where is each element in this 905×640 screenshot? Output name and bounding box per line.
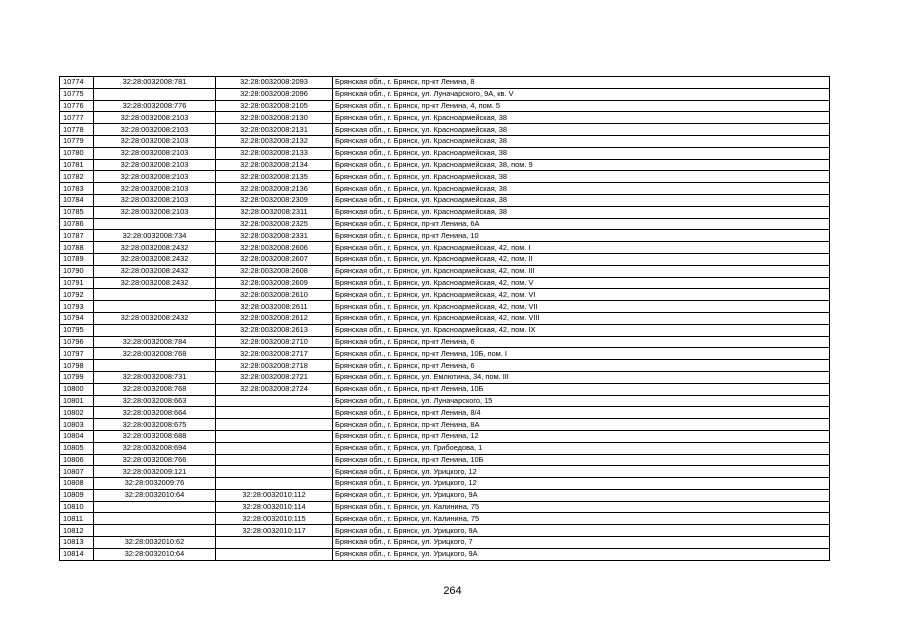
row-number-cell: 10776	[60, 100, 94, 112]
parcel-number-cell: 32:28:0032008:2103	[94, 194, 216, 206]
row-number-cell: 10788	[60, 242, 94, 254]
object-number-cell: 32:28:0032008:2096	[216, 88, 333, 100]
address-cell: Брянская обл., г. Брянск, ул. Красноармейская, 42, пом. IX	[333, 324, 830, 336]
address-cell: Брянская обл., г. Брянск, ул. Калинина, 75	[333, 501, 830, 513]
object-number-cell: 32:28:0032008:2130	[216, 112, 333, 124]
table-row	[60, 230, 830, 242]
row-number-cell: 10809	[60, 489, 94, 501]
address-cell: Брянская обл., г. Брянск, ул. Луначарского, 9А, кв. V	[333, 88, 830, 100]
parcel-number-cell: 32:28:0032010:64	[94, 548, 216, 560]
address-cell: Брянская обл., г. Брянск, пр-кт Ленина, 10Б	[333, 454, 830, 466]
parcel-number-cell: 32:28:0032008:731	[94, 371, 216, 383]
table-row	[60, 124, 830, 136]
object-number-cell: 32:28:0032008:2135	[216, 171, 333, 183]
object-number-cell	[216, 537, 333, 549]
parcel-number-cell: 32:28:0032008:2432	[94, 253, 216, 265]
table-row	[60, 112, 830, 124]
address-cell: Брянская обл., г. Брянск, пр-кт Ленина, 10	[333, 230, 830, 242]
address-cell: Брянская обл., г. Брянск, ул. Красноармейская, 42, пом. VIII	[333, 312, 830, 324]
registry-table	[59, 76, 830, 561]
address-cell: Брянская обл., г. Брянск, ул. Красноармейская, 38, пом. 9	[333, 159, 830, 171]
parcel-number-cell: 32:28:0032008:688	[94, 430, 216, 442]
row-number-cell: 10793	[60, 301, 94, 313]
table-row	[60, 336, 830, 348]
parcel-number-cell: 32:28:0032008:2103	[94, 112, 216, 124]
address-cell: Брянская обл., г. Брянск, ул. Красноармейская, 42, пом. VI	[333, 289, 830, 301]
address-cell: Брянская обл., г. Брянск, ул. Калинина, 75	[333, 513, 830, 525]
parcel-number-cell: 32:28:0032008:2103	[94, 206, 216, 218]
object-number-cell: 32:28:0032008:2612	[216, 312, 333, 324]
parcel-number-cell: 32:28:0032008:2103	[94, 171, 216, 183]
address-cell: Брянская обл., г. Брянск, ул. Урицкого, 12	[333, 466, 830, 478]
table-row	[60, 265, 830, 277]
object-number-cell	[216, 466, 333, 478]
object-number-cell: 32:28:0032008:2613	[216, 324, 333, 336]
parcel-number-cell: 32:28:0032008:664	[94, 407, 216, 419]
parcel-number-cell	[94, 289, 216, 301]
object-number-cell: 32:28:0032008:2133	[216, 147, 333, 159]
table-row	[60, 419, 830, 431]
address-cell: Брянская обл., г. Брянск, ул. Красноармейская, 38	[333, 135, 830, 147]
table-row	[60, 537, 830, 549]
table-row	[60, 466, 830, 478]
table-row	[60, 183, 830, 195]
table-row	[60, 206, 830, 218]
parcel-number-cell: 32:28:0032008:2103	[94, 135, 216, 147]
row-number-cell: 10798	[60, 360, 94, 372]
address-cell: Брянская обл., г. Брянск, ул. Урицкого, 9А	[333, 525, 830, 537]
address-cell: Брянская обл., г. Брянск, пр-кт Ленина, 12	[333, 430, 830, 442]
parcel-number-cell	[94, 513, 216, 525]
row-number-cell: 10796	[60, 336, 94, 348]
table-row	[60, 312, 830, 324]
table-row	[60, 454, 830, 466]
object-number-cell: 32:28:0032008:2606	[216, 242, 333, 254]
object-number-cell: 32:28:0032008:2131	[216, 124, 333, 136]
parcel-number-cell: 32:28:0032009:121	[94, 466, 216, 478]
object-number-cell: 32:28:0032008:2710	[216, 336, 333, 348]
address-cell: Брянская обл., г. Брянск, пр-кт Ленина, 6А	[333, 218, 830, 230]
table-row	[60, 171, 830, 183]
table-row	[60, 194, 830, 206]
parcel-number-cell: 32:28:0032008:2432	[94, 277, 216, 289]
row-number-cell: 10795	[60, 324, 94, 336]
row-number-cell: 10780	[60, 147, 94, 159]
parcel-number-cell: 32:28:0032008:663	[94, 395, 216, 407]
table-row	[60, 147, 830, 159]
address-cell: Брянская обл., г. Брянск, ул. Красноармейская, 38	[333, 124, 830, 136]
table-row	[60, 395, 830, 407]
parcel-number-cell: 32:28:0032008:2103	[94, 159, 216, 171]
address-cell: Брянская обл., г. Брянск, пр-кт Ленина, 10Б	[333, 383, 830, 395]
address-cell: Брянская обл., г. Брянск, ул. Урицкого, 12	[333, 478, 830, 490]
row-number-cell: 10813	[60, 537, 94, 549]
parcel-number-cell: 32:28:0032008:2432	[94, 242, 216, 254]
object-number-cell: 32:28:0032008:2093	[216, 77, 333, 89]
object-number-cell: 32:28:0032008:2607	[216, 253, 333, 265]
registry-table-body	[60, 77, 830, 561]
parcel-number-cell: 32:28:0032009:76	[94, 478, 216, 490]
row-number-cell: 10787	[60, 230, 94, 242]
table-row	[60, 301, 830, 313]
address-cell: Брянская обл., г. Брянск, ул. Грибоедова, 1	[333, 442, 830, 454]
object-number-cell: 32:28:0032008:2608	[216, 265, 333, 277]
address-cell: Брянская обл., г. Брянск, ул. Красноармейская, 38	[333, 206, 830, 218]
row-number-cell: 10784	[60, 194, 94, 206]
row-number-cell: 10783	[60, 183, 94, 195]
object-number-cell: 32:28:0032008:2325	[216, 218, 333, 230]
row-number-cell: 10799	[60, 371, 94, 383]
row-number-cell: 10806	[60, 454, 94, 466]
object-number-cell: 32:28:0032010:115	[216, 513, 333, 525]
parcel-number-cell: 32:28:0032008:776	[94, 100, 216, 112]
object-number-cell	[216, 442, 333, 454]
row-number-cell: 10810	[60, 501, 94, 513]
parcel-number-cell	[94, 301, 216, 313]
row-number-cell: 10782	[60, 171, 94, 183]
row-number-cell: 10789	[60, 253, 94, 265]
table-row	[60, 525, 830, 537]
address-cell: Брянская обл., г. Брянск, пр-кт Ленина, 6	[333, 360, 830, 372]
object-number-cell: 32:28:0032008:2718	[216, 360, 333, 372]
parcel-number-cell: 32:28:0032008:2432	[94, 265, 216, 277]
row-number-cell: 10778	[60, 124, 94, 136]
object-number-cell: 32:28:0032008:2717	[216, 348, 333, 360]
table-row	[60, 430, 830, 442]
row-number-cell: 10808	[60, 478, 94, 490]
parcel-number-cell: 32:28:0032008:768	[94, 348, 216, 360]
row-number-cell: 10774	[60, 77, 94, 89]
address-cell: Брянская обл., г. Брянск, ул. Красноармейская, 42, пом. VII	[333, 301, 830, 313]
parcel-number-cell: 32:28:0032008:781	[94, 77, 216, 89]
row-number-cell: 10794	[60, 312, 94, 324]
row-number-cell: 10785	[60, 206, 94, 218]
row-number-cell: 10803	[60, 419, 94, 431]
row-number-cell: 10786	[60, 218, 94, 230]
object-number-cell: 32:28:0032008:2331	[216, 230, 333, 242]
address-cell: Брянская обл., г. Брянск, пр-кт Ленина, 8А	[333, 419, 830, 431]
table-row	[60, 442, 830, 454]
object-number-cell: 32:28:0032008:2134	[216, 159, 333, 171]
parcel-number-cell: 32:28:0032008:2103	[94, 147, 216, 159]
table-row	[60, 88, 830, 100]
row-number-cell: 10807	[60, 466, 94, 478]
table-row	[60, 407, 830, 419]
address-cell: Брянская обл., г. Брянск, ул. Красноармейская, 38	[333, 147, 830, 159]
address-cell: Брянская обл., г. Брянск, ул. Красноармейская, 38	[333, 194, 830, 206]
row-number-cell: 10790	[60, 265, 94, 277]
object-number-cell	[216, 407, 333, 419]
address-cell: Брянская обл., г. Брянск, пр-кт Ленина, 4, пом. 5	[333, 100, 830, 112]
table-row	[60, 348, 830, 360]
object-number-cell: 32:28:0032010:117	[216, 525, 333, 537]
table-row	[60, 360, 830, 372]
row-number-cell: 10792	[60, 289, 94, 301]
table-row	[60, 478, 830, 490]
address-cell: Брянская обл., г. Брянск, ул. Луначарского, 15	[333, 395, 830, 407]
parcel-number-cell: 32:28:0032010:62	[94, 537, 216, 549]
address-cell: Брянская обл., г. Брянск, ул. Красноармейская, 42, пом. II	[333, 253, 830, 265]
address-cell: Брянская обл., г. Брянск, ул. Красноармейская, 42, пом. I	[333, 242, 830, 254]
table-row	[60, 218, 830, 230]
row-number-cell: 10775	[60, 88, 94, 100]
table-row	[60, 513, 830, 525]
table-row	[60, 100, 830, 112]
table-row	[60, 77, 830, 89]
table-row	[60, 548, 830, 560]
parcel-number-cell: 32:28:0032008:784	[94, 336, 216, 348]
object-number-cell: 32:28:0032008:2136	[216, 183, 333, 195]
object-number-cell: 32:28:0032008:2724	[216, 383, 333, 395]
parcel-number-cell	[94, 218, 216, 230]
object-number-cell: 32:28:0032008:2309	[216, 194, 333, 206]
table-row	[60, 324, 830, 336]
table-row	[60, 371, 830, 383]
object-number-cell	[216, 430, 333, 442]
parcel-number-cell: 32:28:0032008:2103	[94, 183, 216, 195]
object-number-cell	[216, 454, 333, 466]
table-row	[60, 501, 830, 513]
table-row	[60, 489, 830, 501]
address-cell: Брянская обл., г. Брянск, пр-кт Ленина, 8/4	[333, 407, 830, 419]
row-number-cell: 10805	[60, 442, 94, 454]
table-row	[60, 289, 830, 301]
address-cell: Брянская обл., г. Брянск, ул. Урицкого, 9А	[333, 548, 830, 560]
parcel-number-cell	[94, 88, 216, 100]
address-cell: Брянская обл., г. Брянск, ул. Красноармейская, 38	[333, 112, 830, 124]
address-cell: Брянская обл., г. Брянск, ул. Емлютина, 34, пом. III	[333, 371, 830, 383]
address-cell: Брянская обл., г. Брянск, ул. Красноармейская, 38	[333, 171, 830, 183]
object-number-cell	[216, 419, 333, 431]
object-number-cell: 32:28:0032008:2610	[216, 289, 333, 301]
parcel-number-cell	[94, 360, 216, 372]
object-number-cell: 32:28:0032008:2132	[216, 135, 333, 147]
row-number-cell: 10777	[60, 112, 94, 124]
address-cell: Брянская обл., г. Брянск, пр-кт Ленина, 8	[333, 77, 830, 89]
row-number-cell: 10797	[60, 348, 94, 360]
row-number-cell: 10814	[60, 548, 94, 560]
row-number-cell: 10812	[60, 525, 94, 537]
object-number-cell: 32:28:0032008:2609	[216, 277, 333, 289]
parcel-number-cell: 32:28:0032008:675	[94, 419, 216, 431]
address-cell: Брянская обл., г. Брянск, пр-кт Ленина, 6	[333, 336, 830, 348]
parcel-number-cell: 32:28:0032008:734	[94, 230, 216, 242]
table-row	[60, 277, 830, 289]
parcel-number-cell	[94, 525, 216, 537]
parcel-number-cell: 32:28:0032008:766	[94, 454, 216, 466]
row-number-cell: 10804	[60, 430, 94, 442]
address-cell: Брянская обл., г. Брянск, ул. Красноармейская, 38	[333, 183, 830, 195]
object-number-cell	[216, 548, 333, 560]
parcel-number-cell: 32:28:0032008:2432	[94, 312, 216, 324]
object-number-cell: 32:28:0032008:2105	[216, 100, 333, 112]
parcel-number-cell: 32:28:0032008:768	[94, 383, 216, 395]
object-number-cell: 32:28:0032008:2311	[216, 206, 333, 218]
row-number-cell: 10801	[60, 395, 94, 407]
table-row	[60, 135, 830, 147]
parcel-number-cell: 32:28:0032008:694	[94, 442, 216, 454]
object-number-cell: 32:28:0032010:114	[216, 501, 333, 513]
parcel-number-cell	[94, 501, 216, 513]
row-number-cell: 10791	[60, 277, 94, 289]
table-row	[60, 383, 830, 395]
row-number-cell: 10800	[60, 383, 94, 395]
row-number-cell: 10811	[60, 513, 94, 525]
row-number-cell: 10781	[60, 159, 94, 171]
address-cell: Брянская обл., г. Брянск, ул. Урицкого, 9А	[333, 489, 830, 501]
table-row	[60, 242, 830, 254]
address-cell: Брянская обл., г. Брянск, ул. Красноармейская, 42, пом. V	[333, 277, 830, 289]
address-cell: Брянская обл., г. Брянск, ул. Урицкого, 7	[333, 537, 830, 549]
object-number-cell	[216, 478, 333, 490]
row-number-cell: 10779	[60, 135, 94, 147]
table-row	[60, 253, 830, 265]
parcel-number-cell	[94, 324, 216, 336]
object-number-cell: 32:28:0032010:112	[216, 489, 333, 501]
parcel-number-cell: 32:28:0032008:2103	[94, 124, 216, 136]
page-number: 264	[443, 585, 462, 597]
table-row	[60, 159, 830, 171]
object-number-cell: 32:28:0032008:2721	[216, 371, 333, 383]
row-number-cell: 10802	[60, 407, 94, 419]
object-number-cell	[216, 395, 333, 407]
parcel-number-cell: 32:28:0032010:64	[94, 489, 216, 501]
address-cell: Брянская обл., г. Брянск, ул. Красноармейская, 42, пом. III	[333, 265, 830, 277]
address-cell: Брянская обл., г. Брянск, пр-кт Ленина, 10Б, пом. I	[333, 348, 830, 360]
object-number-cell: 32:28:0032008:2611	[216, 301, 333, 313]
